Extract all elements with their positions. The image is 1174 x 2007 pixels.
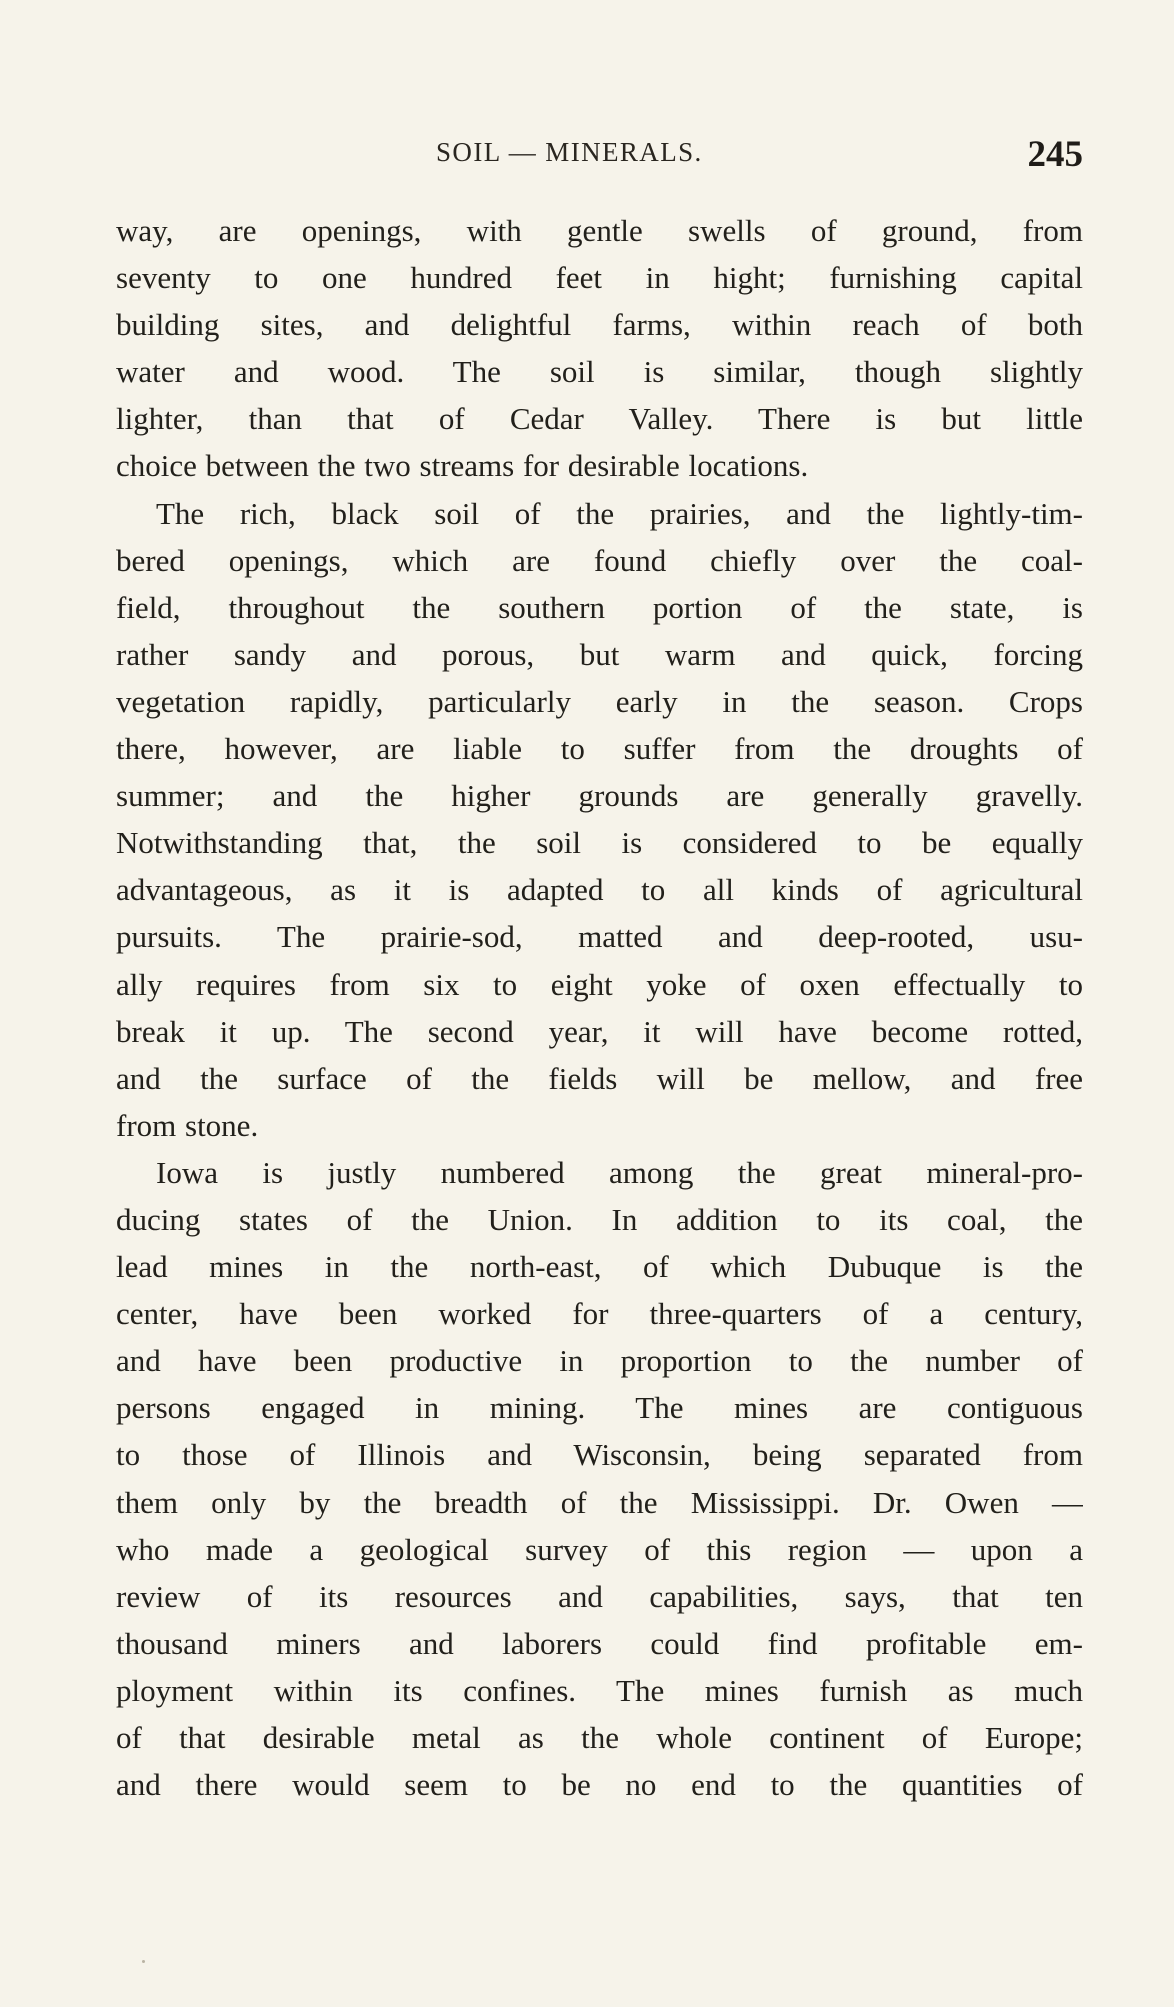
text-line: and there would seem to be no end to the quantities of xyxy=(116,1767,1083,1803)
text-line: break it up. The second year, it will have become rotted, xyxy=(116,1013,1083,1049)
text-line: lead mines in the north-east, of which Dubuque is the xyxy=(116,1249,1083,1285)
text-line: there, however, are liable to suffer from the droughts of xyxy=(116,731,1083,767)
text-line: pursuits. The prairie-sod, matted and deep-rooted, usu- xyxy=(116,919,1083,955)
text-line: ally requires from six to eight yoke of oxen effectually to xyxy=(116,966,1083,1002)
text-line: who made a geological survey of this region — upon a xyxy=(116,1531,1083,1567)
text-line: center, have been worked for three-quarters of a century, xyxy=(116,1296,1083,1332)
text-line: rather sandy and porous, but warm and quick, forcing xyxy=(116,636,1083,672)
text-line: Notwithstanding that, the soil is considered to be equally xyxy=(116,825,1083,861)
text-line: them only by the breadth of the Mississippi. Dr. Owen — xyxy=(116,1484,1083,1520)
text-line: from stone. xyxy=(116,1107,259,1143)
text-line: thousand miners and laborers could find profitable em- xyxy=(116,1625,1083,1661)
text-line: vegetation rapidly, particularly early in the season. Crops xyxy=(116,683,1083,719)
text-line: and the surface of the fields will be mellow, and free xyxy=(116,1060,1083,1096)
text-line: bered openings, which are found chiefly over the coal- xyxy=(116,542,1083,578)
text-line: ployment within its confines. The mines furnish as much xyxy=(116,1672,1083,1708)
text-line: persons engaged in mining. The mines are contiguous xyxy=(116,1390,1083,1426)
text-line: way, are openings, with gentle swells of ground, from xyxy=(116,213,1083,248)
body-text xyxy=(116,207,1083,1808)
text-line: of that desirable metal as the whole continent of Europe; xyxy=(116,1720,1083,1755)
paper-speck xyxy=(142,1960,145,1963)
text-line: choice between the two streams for desirable locations. xyxy=(116,448,809,484)
text-line: ducing states of the Union. In addition to its coal, the xyxy=(116,1201,1083,1237)
text-line: building sites, and delightful farms, within reach of both xyxy=(116,307,1083,343)
text-line: seventy to one hundred feet in hight; furnishing capital xyxy=(116,260,1083,296)
text-line: lighter, than that of Cedar Valley. There is but little xyxy=(116,401,1083,437)
paragraph-start-line: Iowa is justly numbered among the great mineral-pro- xyxy=(156,1154,1083,1190)
text-line: and have been productive in proportion to the number of xyxy=(116,1343,1083,1379)
text-line: advantageous, as it is adapted to all kinds of agricultural xyxy=(116,872,1083,908)
page-header xyxy=(146,133,1083,173)
paragraph-start-line: The rich, black soil of the prairies, and the lightly-tim- xyxy=(156,495,1083,531)
text-line: summer; and the higher grounds are generally gravelly. xyxy=(116,778,1083,814)
text-line: to those of Illinois and Wisconsin, being separated from xyxy=(116,1437,1083,1473)
page-number: 245 xyxy=(1027,134,1083,175)
text-line: field, throughout the southern portion of the state, is xyxy=(116,589,1083,625)
text-line: water and wood. The soil is similar, though slightly xyxy=(116,354,1083,390)
text-line: review of its resources and capabilities, says, that ten xyxy=(116,1578,1083,1614)
running-head: SOIL — MINERALS. xyxy=(436,137,703,167)
